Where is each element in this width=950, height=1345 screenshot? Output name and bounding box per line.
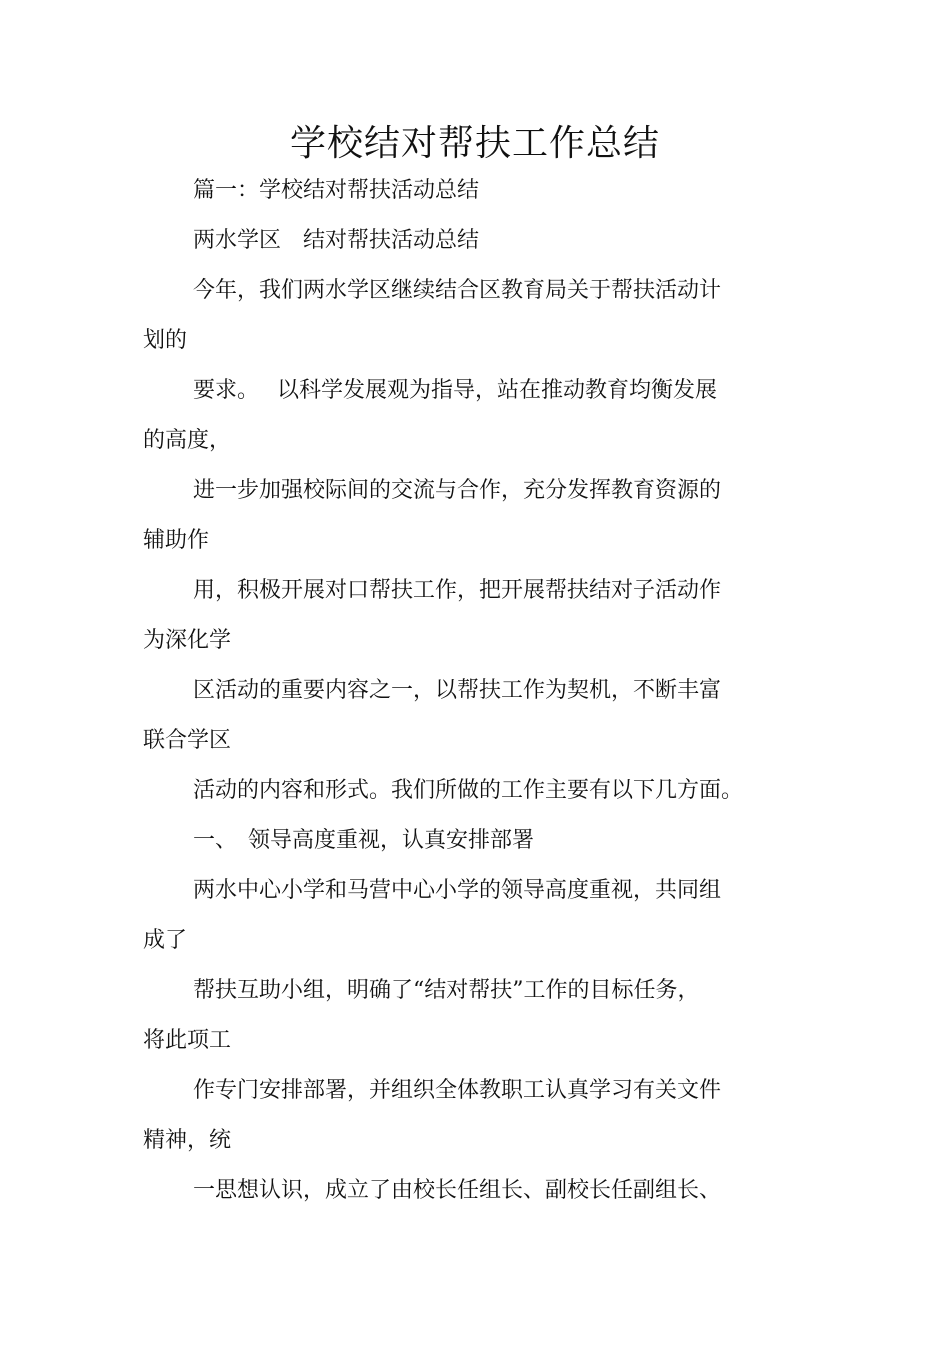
text-line: 联合学区 [143, 728, 232, 753]
text-line: 一思想认识，成立了由校长任组长、副校长任副组长、 [193, 1178, 722, 1203]
text-line: 活动的内容和形式。我们所做的工作主要有以下几方面。 [193, 778, 744, 803]
text-line: 精神，统 [143, 1128, 232, 1153]
text-line: 将此项工 [143, 1028, 232, 1053]
text-line: 为深化学 [143, 628, 232, 653]
text-line: 要求。 以科学发展观为指导，站在推动教育均衡发展 [193, 378, 717, 403]
text-line: 成了 [143, 928, 188, 953]
text-line: 用，积极开展对口帮扶工作，把开展帮扶结对子活动作 [193, 578, 722, 603]
text-line: 两水中心小学和马营中心小学的领导高度重视，共同组 [193, 878, 722, 903]
document-title: 学校结对帮扶工作总结 [289, 123, 660, 164]
text-line: 辅助作 [143, 528, 210, 553]
text-line: 两水学区 结对帮扶活动总结 [193, 228, 480, 253]
text-line: 今年，我们两水学区继续结合区教育局关于帮扶活动计 [193, 278, 722, 303]
text-line: 篇一：学校结对帮扶活动总结 [193, 178, 480, 203]
section-heading: 一、 领导高度重视，认真安排部署 [193, 828, 535, 853]
text-line: 的高度， [143, 428, 232, 453]
text-line: 进一步加强校际间的交流与合作，充分发挥教育资源的 [193, 478, 722, 503]
text-line: 区活动的重要内容之一，以帮扶工作为契机，不断丰富 [193, 678, 722, 703]
text-line: 作专门安排部署，并组织全体教职工认真学习有关文件 [193, 1078, 722, 1103]
text-line: 划的 [143, 328, 188, 353]
text-line: 帮扶互助小组，明确了“结对帮扶”工作的目标任务， [193, 978, 700, 1003]
